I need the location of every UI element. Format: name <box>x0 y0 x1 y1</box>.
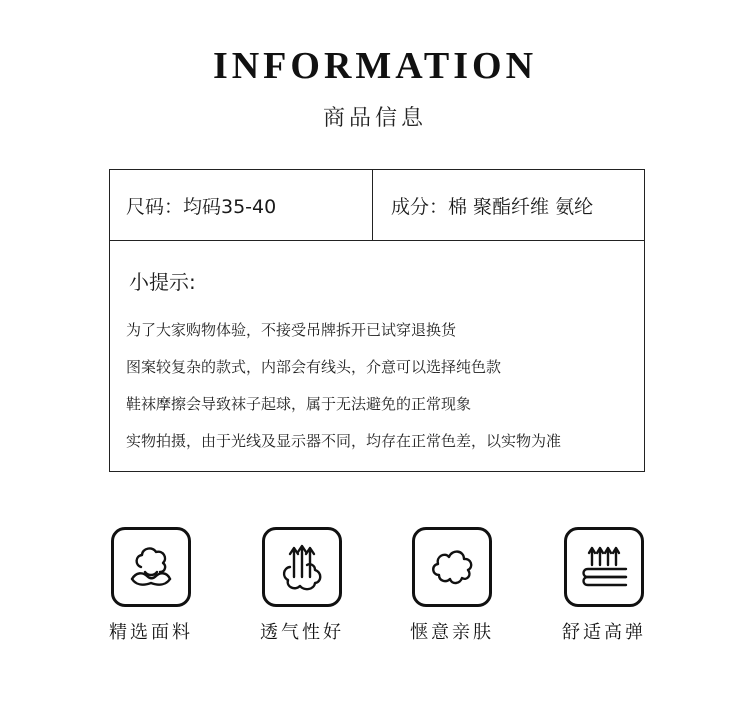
tip-item: 实物拍摄，由于光线及显示器不同，均存在正常色差，以实物为准 <box>126 432 562 450</box>
info-table <box>109 169 645 472</box>
elastic-layers-icon <box>564 527 644 607</box>
feature-skin-friendly <box>382 527 522 644</box>
feature-elastic <box>534 527 674 644</box>
cotton-boll-icon <box>111 527 191 607</box>
feature-label: 精选面料 <box>109 622 193 643</box>
breathable-arrows-icon <box>262 527 342 607</box>
feature-quality-fabric <box>81 527 221 644</box>
tip-item: 鞋袜摩擦会导致袜子起球，属于无法避免的正常现象 <box>126 395 472 413</box>
feature-label: 舒适高弹 <box>562 622 646 643</box>
tip-item: 图案较复杂的款式，内部会有线头，介意可以选择纯色款 <box>126 358 502 376</box>
tips-heading: 小提示: <box>129 270 196 294</box>
feature-label: 透气性好 <box>260 622 344 643</box>
material-cell: 成分：棉 聚酯纤维 氨纶 <box>391 195 594 218</box>
size-cell: 尺码：均码35-40 <box>110 170 373 240</box>
feature-label: 惬意亲肤 <box>410 622 494 643</box>
spec-row <box>110 170 644 241</box>
tip-item: 为了大家购物体验，不接受吊牌拆开已试穿退换货 <box>126 321 457 339</box>
feature-breathable <box>232 527 372 644</box>
page-subtitle: 商品信息 <box>322 106 427 131</box>
page-title: INFORMATION <box>212 45 538 87</box>
cloud-icon <box>412 527 492 607</box>
